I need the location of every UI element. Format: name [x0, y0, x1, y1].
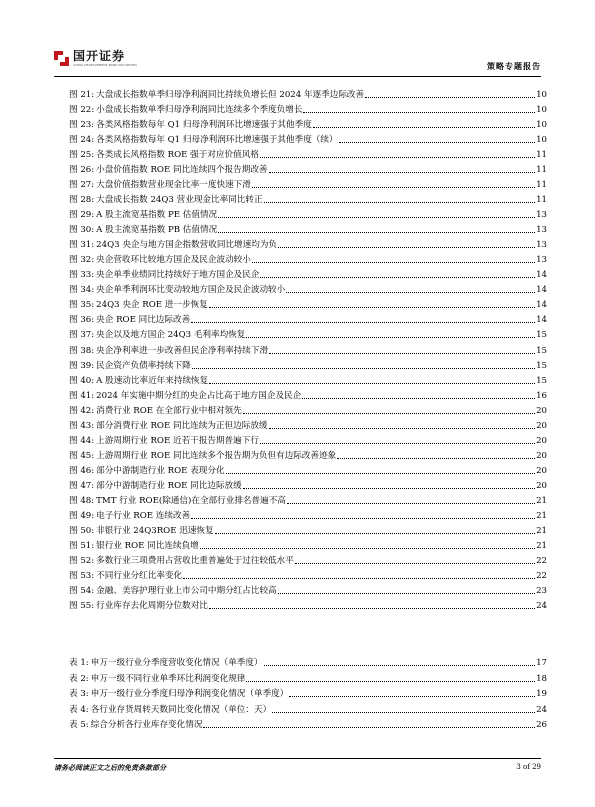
- toc-entry-page: 14: [536, 315, 547, 325]
- toc-entry-label: 图 52:: [69, 556, 95, 566]
- toc-figure-entry[interactable]: [69, 539, 547, 552]
- toc-entry-page: 13: [536, 240, 547, 250]
- toc-dot-leader: [269, 172, 536, 173]
- toc-entry-page: 20: [536, 481, 547, 491]
- toc-entry-label: 图 32:: [69, 255, 95, 265]
- toc-entry-label: 图 30:: [69, 225, 95, 235]
- company-logo: [54, 50, 137, 67]
- toc-dot-leader: [192, 368, 535, 369]
- toc-dot-leader: [260, 443, 535, 444]
- toc-dot-leader: [252, 187, 535, 188]
- toc-entry-title: 央企净利率进一步改善但民企净利率持续下滑: [96, 346, 269, 356]
- toc-figure-entry[interactable]: [69, 208, 547, 221]
- toc-entry-page: 20: [536, 466, 547, 476]
- toc-entry-title: 各类风格指数每年 Q1 归母净利润环比增速强于其他季度: [96, 120, 312, 130]
- toc-entry-title: 央企单季业绩同比持续好于地方国企及民企: [96, 270, 260, 280]
- toc-entry-label: 图 34:: [69, 285, 95, 295]
- toc-figure-entry[interactable]: [69, 524, 547, 537]
- toc-entry-title: 综合分析各行业库存变化情况: [90, 720, 203, 730]
- toc-dot-leader: [269, 428, 536, 429]
- toc-dot-leader: [313, 127, 535, 128]
- toc-entry-page: 15: [536, 330, 547, 340]
- toc-entry-page: 15: [536, 376, 547, 386]
- toc-entry-title: 上游周期行业 ROE 同比连续多个报告期为负但有边际改善迹象: [96, 451, 337, 461]
- toc-entry-page: 20: [536, 421, 547, 431]
- toc-dot-leader: [218, 232, 535, 233]
- toc-entry-label: 图 51:: [69, 541, 95, 551]
- toc-entry-label: 图 53:: [69, 571, 95, 581]
- toc-entry-title: 非银行业 24Q3ROE 迅速恢复: [96, 526, 214, 536]
- toc-entry-page: 22: [536, 571, 547, 581]
- toc-entry-title: 小盘成长指数单季归母净利润同比连续多个季度负增长: [96, 105, 303, 115]
- toc-dot-leader: [183, 578, 535, 579]
- toc-entry-title: 央企 ROE 同比边际改善: [96, 315, 191, 325]
- toc-entry-label: 图 38:: [69, 346, 95, 356]
- toc-entry-label: 图 24:: [69, 135, 95, 145]
- toc-entry-label: 图 46:: [69, 466, 95, 476]
- toc-figure-entry[interactable]: [69, 509, 547, 522]
- toc-entry-title: 金融、美容护理行业上市公司中期分红占比较高: [96, 586, 277, 596]
- toc-entry-page: 10: [536, 120, 547, 130]
- toc-figure-entry[interactable]: [69, 88, 547, 101]
- toc-entry-title: 部分消费行业 ROE 同比连续为正但边际放缓: [96, 421, 268, 431]
- toc-entry-label: 图 43:: [69, 421, 95, 431]
- toc-dot-leader: [246, 681, 535, 682]
- toc-entry-page: 15: [536, 361, 547, 371]
- toc-table-entry[interactable]: [69, 703, 547, 716]
- toc-figure-entry[interactable]: [69, 344, 547, 357]
- toc-dot-leader: [278, 247, 535, 248]
- toc-entry-title: 各类成长风格指数 ROE 强于对应价值风格: [96, 150, 259, 160]
- toc-figure-entry[interactable]: [69, 569, 547, 582]
- toc-dot-leader: [246, 337, 535, 338]
- toc-dot-leader: [215, 533, 535, 534]
- toc-figure-entry[interactable]: [69, 328, 547, 341]
- toc-entry-title: 央企营收环比较地方国企及民企波动较小: [96, 255, 251, 265]
- toc-entry-title: 民企资产负债率持续下降: [96, 361, 191, 371]
- toc-entry-page: 11: [536, 165, 547, 175]
- page-number: 3 of 29: [516, 763, 541, 771]
- toc-entry-label: 图 48:: [69, 496, 95, 506]
- toc-figure-entry[interactable]: [69, 118, 547, 131]
- toc-entry-label: 图 36:: [69, 315, 95, 325]
- page-header: [54, 44, 541, 74]
- toc-entry-page: 15: [536, 346, 547, 356]
- toc-figure-entry[interactable]: [69, 494, 547, 507]
- toc-entry-label: 图 45:: [69, 451, 95, 461]
- toc-entry-page: 20: [536, 451, 547, 461]
- toc-entry-page: 26: [536, 720, 547, 730]
- toc-dot-leader: [339, 142, 535, 143]
- toc-entry-label: 图 47:: [69, 481, 95, 491]
- toc-entry-title: 大盘成长指数单季归母净利润同比持续负增长但 2024 年逐季边际改善: [96, 90, 365, 100]
- toc-entry-page: 21: [536, 511, 547, 521]
- toc-dot-leader: [243, 413, 535, 414]
- toc-figure-entry[interactable]: [69, 434, 547, 447]
- toc-figure-entry[interactable]: [69, 449, 547, 462]
- toc-entry-title: 部分中游制造行业 ROE 同比边际放缓: [96, 481, 242, 491]
- footer-divider: [54, 758, 541, 759]
- toc-entry-title: 各类风格指数每年 Q1 归母净利润环比增速强于其他季度（续）: [96, 135, 338, 145]
- toc-dot-leader: [337, 458, 535, 459]
- toc-figure-entry[interactable]: [69, 223, 547, 236]
- toc-dot-leader: [260, 157, 535, 158]
- toc-dot-leader: [295, 563, 535, 564]
- toc-entry-page: 14: [536, 285, 547, 295]
- toc-entry-page: 10: [536, 135, 547, 145]
- toc-entry-page: 20: [536, 436, 547, 446]
- toc-entry-label: 图 22:: [69, 105, 95, 115]
- toc-figure-entry[interactable]: [69, 554, 547, 567]
- toc-entry-label: 表 2:: [69, 674, 89, 684]
- toc-entry-title: 多数行业三项费用占营收比重普遍处于过往较低水平: [96, 556, 294, 566]
- toc-dot-leader: [287, 503, 535, 504]
- toc-entry-page: 24: [536, 601, 547, 611]
- toc-entry-page: 10: [536, 90, 547, 100]
- toc-entry-title: 电子行业 ROE 连续改善: [96, 511, 191, 521]
- toc-dot-leader: [200, 548, 535, 549]
- toc-entry-title: 央企以及地方国企 24Q3 毛利率均恢复: [96, 330, 246, 340]
- toc-entry-page: 13: [536, 255, 547, 265]
- toc-figure-entry[interactable]: [69, 253, 547, 266]
- toc-entry-title: 大盘价值指数营业现金比率一度快速下滑: [96, 180, 251, 190]
- toc-entry-page: 22: [536, 556, 547, 566]
- toc-dot-leader: [269, 353, 535, 354]
- header-divider: [54, 76, 541, 77]
- toc-entry-page: 14: [536, 300, 547, 310]
- toc-figure-entry[interactable]: [69, 479, 547, 492]
- toc-figure-entry[interactable]: [69, 103, 547, 116]
- toc-entry-title: 小盘价值指数 ROE 同比连续四个报告期改善: [96, 165, 268, 175]
- toc-dot-leader: [191, 518, 535, 519]
- toc-entry-label: 图 40:: [69, 376, 95, 386]
- toc-entry-label: 表 5:: [69, 720, 89, 730]
- toc-dot-leader: [226, 473, 536, 474]
- toc-entry-page: 21: [536, 496, 547, 506]
- toc-entry-title: A 股速动比率近年来持续恢复: [96, 376, 209, 386]
- toc-entry-title: 大盘成长指数 24Q3 营业现金比率同比转正: [96, 195, 263, 205]
- toc-entry-title: 24Q3 央企与地方国企指数营收同比增速均为负: [96, 240, 278, 250]
- toc-figure-entry[interactable]: [69, 298, 547, 311]
- toc-dot-leader: [272, 712, 535, 713]
- toc-entry-title: 申万一级行业分季度营收变化情况（单季度）: [90, 658, 263, 668]
- toc-entry-label: 图 29:: [69, 210, 95, 220]
- toc-entry-label: 表 3:: [69, 689, 89, 699]
- toc-entry-label: 图 21:: [69, 90, 95, 100]
- toc-entry-label: 图 23:: [69, 120, 95, 130]
- toc-entry-label: 图 25:: [69, 150, 95, 160]
- toc-entry-title: 消费行业 ROE 在全部行业中相对领先: [96, 406, 242, 416]
- toc-entry-page: 13: [536, 225, 547, 235]
- toc-dot-leader: [218, 217, 535, 218]
- toc-entry-page: 21: [536, 541, 547, 551]
- toc-entry-label: 图 39:: [69, 361, 95, 371]
- toc-entry-title: TMT 行业 ROE(除通信)在全部行业排名普遍不高: [96, 496, 286, 506]
- logo-name-cn: 国开证券: [73, 49, 126, 63]
- toc-entry-label: 图 31:: [69, 240, 95, 250]
- toc-dot-leader: [203, 727, 535, 728]
- toc-entry-page: 16: [536, 391, 547, 401]
- toc-entry-page: 24: [536, 705, 547, 715]
- toc-entry-label: 表 1:: [69, 658, 89, 668]
- toc-entry-title: A 股主流宽基指数 PB 估值情况: [96, 225, 218, 235]
- toc-entry-title: 申万一级不同行业单季环比利润变化规律: [90, 674, 246, 684]
- toc-entry-page: 20: [536, 406, 547, 416]
- toc-dot-leader: [365, 97, 535, 98]
- toc-figure-entry[interactable]: [69, 313, 547, 326]
- toc-dot-leader: [303, 112, 535, 113]
- toc-entry-label: 图 33:: [69, 270, 95, 280]
- toc-entry-title: 不同行业分红比率变化: [96, 571, 183, 581]
- toc-entry-label: 图 49:: [69, 511, 95, 521]
- toc-entry-title: 行业库存去化周期分位数对比: [96, 601, 208, 611]
- toc-entry-title: 24Q3 央企 ROE 进一步恢复: [96, 300, 208, 310]
- toc-figure-entry[interactable]: [69, 193, 547, 206]
- toc-figure-entry[interactable]: [69, 419, 547, 432]
- toc-entry-page: 18: [536, 674, 547, 684]
- toc-figure-entry[interactable]: [69, 268, 547, 281]
- toc-entry-title: 部分中游制造行业 ROE 表现分化: [96, 466, 225, 476]
- toc-figure-entry[interactable]: [69, 238, 547, 251]
- toc-entry-page: 11: [536, 195, 547, 205]
- toc-table-entry[interactable]: [69, 687, 547, 700]
- toc-entry-title: 银行业 ROE 同比连续負增: [96, 541, 199, 551]
- toc-entry-title: 申万一级行业分季度归母净利润变化情况（单季度）: [90, 689, 289, 699]
- toc-entry-title: 上游周期行业 ROE 近若干报告期普遍下行: [96, 436, 259, 446]
- toc-dot-leader: [302, 398, 535, 399]
- toc-table-entry[interactable]: [69, 718, 547, 731]
- toc-entry-page: 13: [536, 210, 547, 220]
- toc-entry-label: 图 54:: [69, 586, 95, 596]
- toc-entry-label: 图 35:: [69, 300, 95, 310]
- toc-figure-entry[interactable]: [69, 163, 547, 176]
- toc-figure-entry[interactable]: [69, 599, 547, 612]
- toc-dot-leader: [278, 593, 535, 594]
- toc-entry-title: 各行业存货周转天数同比变化情况（单位：天）: [90, 705, 272, 715]
- footer-disclaimer: 请务必阅读正文之后的免责条款部分: [54, 763, 166, 772]
- toc-dot-leader: [260, 277, 535, 278]
- toc-entry-label: 图 28:: [69, 195, 95, 205]
- toc-dot-leader: [209, 307, 535, 308]
- toc-dot-leader: [191, 322, 535, 323]
- toc-table-entry[interactable]: [69, 656, 547, 669]
- report-type: 策略专题报告: [487, 61, 541, 71]
- toc-dot-leader: [252, 262, 535, 263]
- toc-entry-page: 10: [536, 105, 547, 115]
- toc-entry-title: 2024 年实施中期分红的央企占比高于地方国企及民企: [96, 391, 302, 401]
- toc-dot-leader: [243, 488, 535, 489]
- toc-figure-entry[interactable]: [69, 374, 547, 387]
- toc-dot-leader: [289, 696, 535, 697]
- toc-entry-label: 图 44:: [69, 436, 95, 446]
- toc-dot-leader: [286, 292, 535, 293]
- toc-entry-label: 图 55:: [69, 601, 95, 611]
- toc-dot-leader: [209, 383, 535, 384]
- toc-entry-label: 图 26:: [69, 165, 95, 175]
- toc-entry-page: 11: [536, 180, 547, 190]
- toc-entry-title: 央企单季利润环比变动较地方国企及民企波动较小: [96, 285, 286, 295]
- toc-entry-page: 11: [536, 150, 547, 160]
- toc-entry-page: 14: [536, 270, 547, 280]
- toc-figure-entry[interactable]: [69, 148, 547, 161]
- toc-entry-page: 23: [536, 586, 547, 596]
- toc-entry-label: 图 27:: [69, 180, 95, 190]
- toc-entry-label: 图 42:: [69, 406, 95, 416]
- toc-entry-label: 图 37:: [69, 330, 95, 340]
- toc-figure-entry[interactable]: [69, 464, 547, 477]
- toc-dot-leader: [209, 608, 535, 609]
- toc-figure-entry[interactable]: [69, 178, 547, 191]
- toc-dot-leader: [264, 665, 535, 666]
- toc-entry-page: 21: [536, 526, 547, 536]
- toc-figure-entry[interactable]: [69, 404, 547, 417]
- toc-entry-label: 图 41:: [69, 391, 95, 401]
- toc-table-entry[interactable]: [69, 672, 547, 685]
- logo-mark-icon: [54, 51, 69, 66]
- toc-entry-label: 图 50:: [69, 526, 95, 536]
- toc-figure-entry[interactable]: [69, 389, 547, 402]
- toc-entry-page: 19: [536, 689, 547, 699]
- toc-figure-entry[interactable]: [69, 133, 547, 146]
- toc-figure-entry[interactable]: [69, 283, 547, 296]
- toc-entry-label: 表 4:: [69, 705, 89, 715]
- toc-entry-title: A 股主流宽基指数 PE 估值情况: [96, 210, 218, 220]
- toc-entry-page: 17: [536, 658, 547, 668]
- toc-figure-entry[interactable]: [69, 359, 547, 372]
- toc-figure-entry[interactable]: [69, 584, 547, 597]
- logo-name-en: CHINA DEVELOPMENT BANK SECURITIES: [73, 63, 138, 67]
- toc-dot-leader: [264, 202, 535, 203]
